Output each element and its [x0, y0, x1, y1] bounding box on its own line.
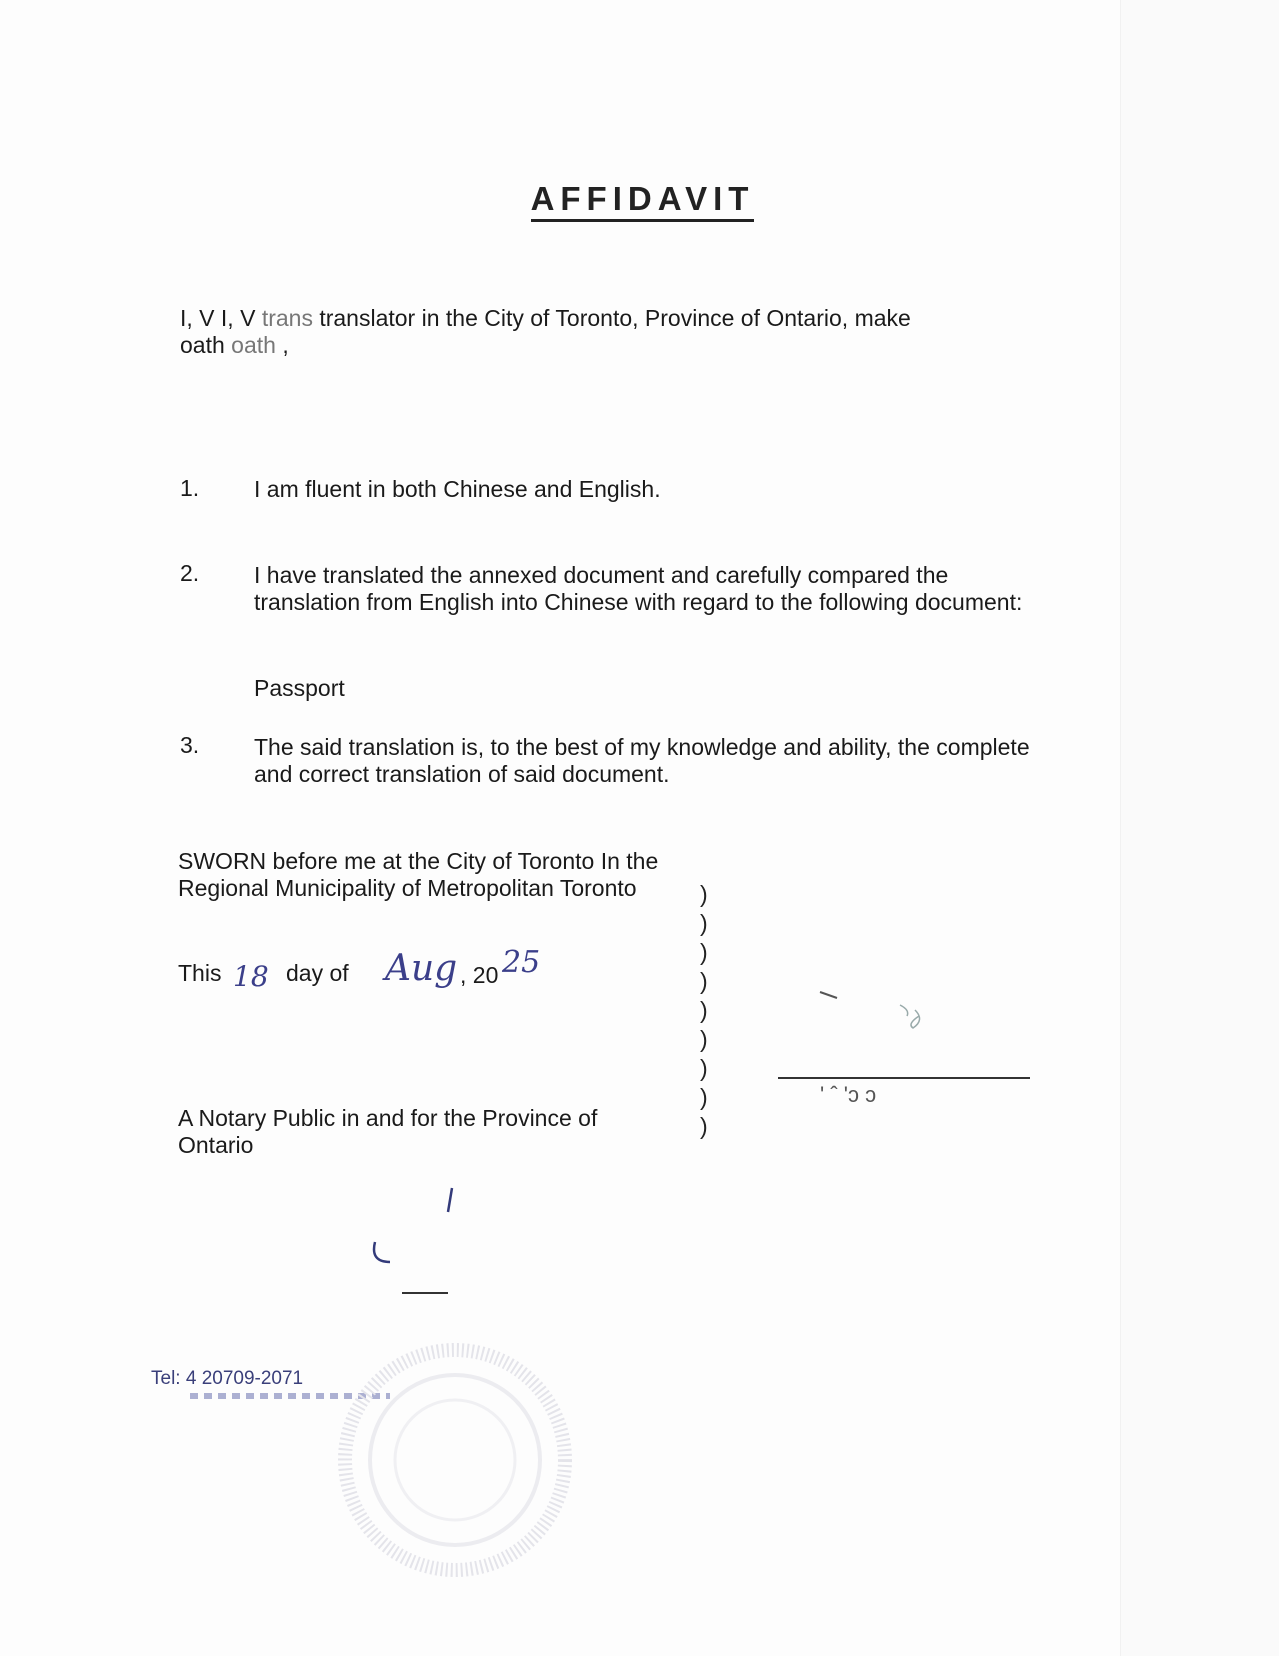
- item-number-2: 2.: [180, 560, 200, 586]
- bracket-column: ) ) ) ) ) ) ) ) ): [700, 881, 708, 1139]
- scan-margin-strip: [1120, 0, 1279, 1656]
- intro-line-1: [180, 305, 911, 332]
- notary-block: A Notary Public in and for the Province of Ontario: [178, 1105, 598, 1158]
- day-of-label: day of: [286, 960, 349, 986]
- document-name: Passport: [254, 675, 345, 701]
- telephone-text: Tel: 4 20709-2071: [151, 1368, 304, 1389]
- translator-name: I, V I, V: [180, 305, 256, 331]
- intro-text: translator in the City of Toronto, Province of Ontario, make: [319, 305, 911, 331]
- signature-line: [778, 1077, 1030, 1079]
- handwritten-year: 25: [502, 945, 541, 980]
- handwritten-month: Aug: [385, 948, 458, 989]
- handwritten-day: 18: [233, 960, 269, 993]
- signature-scribble-icon: [815, 980, 975, 1060]
- signature-marks-icon: ' ˆ 'ɔ ɔ: [820, 1082, 877, 1107]
- item-text-2: I have translated the annexed document and carefully compared the translation from English into Chinese with regard to the following document:: [254, 562, 1023, 615]
- comma-mark: ,: [282, 332, 289, 358]
- year-prefix: , 20: [460, 962, 499, 988]
- intro-line-2: [180, 332, 289, 359]
- item-number-1: 1.: [180, 475, 200, 501]
- item-text-1: I am fluent in both Chinese and English.: [254, 476, 661, 502]
- item-number-3: 3.: [180, 732, 200, 758]
- oath-word: oath: [180, 332, 225, 358]
- notary-seal-icon: [330, 1335, 580, 1585]
- faded-word: trans: [261, 305, 313, 331]
- item-text-3: The said translation is, to the best of my knowledge and ability, the complete and correct translation of said document.: [254, 734, 1030, 787]
- document-title: AFFIDAVIT: [0, 180, 1279, 218]
- faded-oath: oath: [231, 332, 276, 358]
- notary-signature-icon: [360, 1180, 480, 1300]
- this-label: This: [178, 960, 222, 986]
- sworn-block: SWORN before me at the City of Toronto In the Regional Municipality of Metropolitan Toronto: [178, 848, 659, 901]
